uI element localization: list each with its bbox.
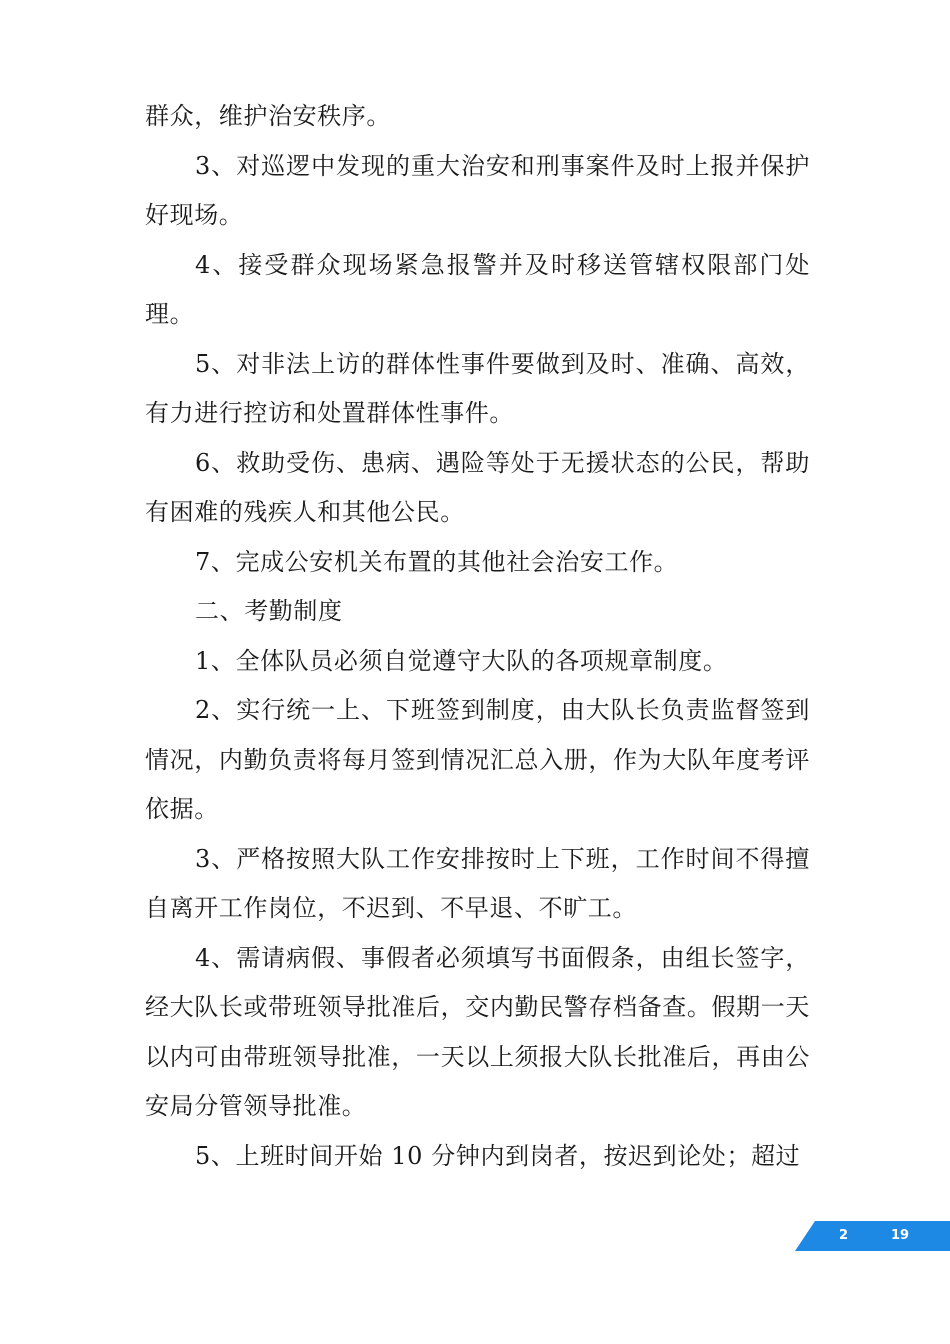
paragraph: 5、对非法上访的群体性事件要做到及时、准确、高效，有力进行控访和处置群体性事件。 — [145, 349, 810, 427]
paragraph: 1、全体队员必须自觉遵守大队的各项规章制度。 — [195, 646, 728, 675]
page-number: 2 — [839, 1228, 849, 1243]
paragraph: 3、对巡逻中发现的重大治安和刑事案件及时上报并保护好现场。 — [145, 151, 810, 229]
paragraph: 4、需请病假、事假者必须填写书面假条，由组长签字，经大队长或带班领导批准后，交内勤民警存档备查。假期一天以内可由带班领导批准，一天以上须报大队长批准后，再由公安局分管领导批准。 — [145, 943, 810, 1120]
paragraph: 5、上班时间开始 10 分钟内到岗者，按迟到论处；超过 — [195, 1141, 801, 1170]
page-footer — [795, 1221, 950, 1251]
footer-banner — [795, 1221, 950, 1251]
paragraph: 4、接受群众现场紧急报警并及时移送管辖权限部门处理。 — [145, 250, 810, 328]
paragraph: 群众，维护治安秩序。 — [145, 102, 391, 130]
paragraph: 3、严格按照大队工作安排按时上下班，工作时间不得擅自离开工作岗位，不迟到、不早退、不旷工。 — [145, 844, 810, 922]
paragraph: 2、实行统一上、下班签到制度，由大队长负责监督签到情况，内勤负责将每月签到情况汇总入册，作为大队年度考评依据。 — [145, 696, 810, 823]
document-body — [145, 92, 810, 1181]
paragraph: 6、救助受伤、患病、遇险等处于无援状态的公民，帮助有困难的残疾人和其他公民。 — [145, 448, 810, 526]
section-heading: 二、考勤制度 — [195, 597, 343, 625]
paragraph: 7、完成公安机关布置的其他社会治安工作。 — [195, 547, 679, 576]
total-pages: 19 — [891, 1228, 910, 1243]
